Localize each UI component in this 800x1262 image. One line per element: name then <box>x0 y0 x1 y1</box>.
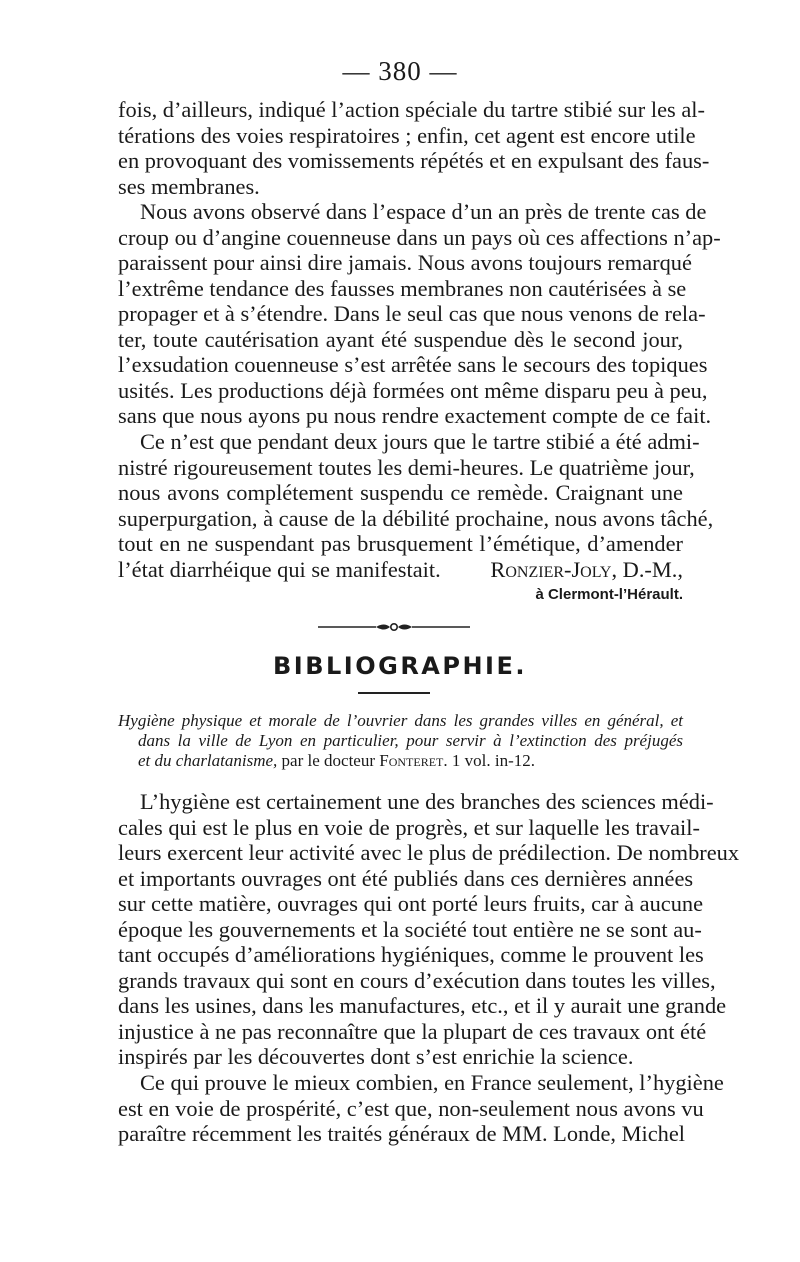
text-line: grands travaux qui sont en cours d’exécution dans toutes les villes, <box>118 967 716 993</box>
paragraph-4 <box>118 789 740 1070</box>
bibliography-by: par le docteur <box>277 751 380 770</box>
text-line: superpurgation, à cause de la débilité prochaine, nous avons tâché, <box>118 505 714 531</box>
paragraph-text <box>118 97 710 199</box>
text-line: paraître récemment les traités généraux de MM. Londe, Michel <box>118 1121 686 1146</box>
paragraph-text <box>118 789 740 1070</box>
text-line: usités. Les productions déjà formées ont même disparu peu à peu, <box>118 377 708 403</box>
text-line: dans les usines, dans les manufactures, etc., et il y aurait une grande <box>118 993 727 1018</box>
text-line: en provoquant des vomissements répétés et en expulsant des faus- <box>118 148 710 173</box>
text-line: nistré rigoureusement toutes les demi-heures. Le quatrième jour, <box>118 454 695 480</box>
text-line: l’état diarrhéique qui se manifestait. <box>118 556 441 582</box>
text-line: l’extrême tendance des fausses membranes non cautérisées à se <box>118 275 687 301</box>
text-line: et importants ouvrages ont été publiés dans ces dernières années <box>118 865 694 891</box>
text-line: fois, d’ailleurs, indiqué l’action spéciale du tartre stibié sur les al- <box>118 97 705 122</box>
signature-name: Ronzier-Joly, D.-M., <box>490 556 683 582</box>
signature-line <box>118 557 683 583</box>
text-line: leurs exercent leur activité avec le plus de prédilection. De nombreux <box>118 840 740 865</box>
text-line: sans que nous ayons pu nous rendre exactement compte de ce fait. <box>118 403 712 428</box>
text-line: paraissent pour ainsi dire jamais. Nous avons toujours remarqué <box>118 250 692 275</box>
text-line: inspirés par les découvertes dont s’est enrichie la science. <box>118 1044 634 1069</box>
text-line: ses membranes. <box>118 173 260 199</box>
signature-place: à Clermont-l’Hérault. <box>535 586 683 603</box>
text-line: ter, toute cautérisation ayant été suspendue dès le second jour, <box>118 326 683 352</box>
bibliography-entry <box>118 711 683 771</box>
paragraph-text <box>118 429 714 582</box>
page-number: — 380 — <box>342 56 458 86</box>
ornament-divider <box>318 621 470 633</box>
text-line: tout en ne suspendant pas brusquement l’émétique, d’amender <box>118 531 683 556</box>
text-line: nous avons complétement suspendu ce remède. Craignant une <box>118 480 683 505</box>
bibliography-format: . 1 vol. in-12. <box>443 751 535 770</box>
text-line: époque les gouvernements et la société tout entière ne se sont au- <box>118 916 702 942</box>
text-line: l’exsudation couenneuse s’est arrêtée sans le secours des topiques <box>118 352 708 377</box>
text-line: tant occupés d’améliorations hygiéniques, comme le prouvent les <box>118 942 704 967</box>
section-title: BIBLIOGRAPHIE. <box>272 652 527 680</box>
paragraph-1 <box>118 97 710 199</box>
text-line: croup ou d’angine couenneuse dans un pays où ces affections n’ap- <box>118 224 721 250</box>
bibliography-line: dans la ville de Lyon en particulier, pour servir à l’extinction des préjugés <box>138 731 683 750</box>
text-line: térations des voies respiratoires ; enfin, cet agent est encore utile <box>118 122 696 148</box>
bibliography-line <box>118 751 683 771</box>
text-line: est en voie de prospérité, c’est que, non-seulement nous avons vu <box>118 1095 704 1121</box>
bibliography-line: Hygiène physique et morale de l’ouvrier dans les grandes villes en général, et <box>118 711 683 730</box>
bibliography-title-end: et du charlatanisme, <box>138 751 278 770</box>
text-line: injustice à ne pas reconnaître que la plupart de ces travaux ont été <box>118 1018 707 1044</box>
title-rule <box>358 692 430 694</box>
paragraph-2 <box>118 199 721 429</box>
paragraph-text <box>118 1070 724 1147</box>
text-line: Ce qui prouve le mieux combien, en France seulement, l’hygiène <box>140 1070 724 1095</box>
text-line: sur cette matière, ouvrages qui ont porté leurs fruits, car à aucune <box>118 891 704 916</box>
text-line: Nous avons observé dans l’espace d’un an près de trente cas de <box>140 199 707 224</box>
text-line: Ce n’est que pendant deux jours que le tartre stibié a été admi- <box>140 429 700 454</box>
paragraph-5 <box>118 1070 724 1147</box>
text-line: propager et à s’étendre. Dans le seul cas que nous venons de rela- <box>118 301 706 326</box>
paragraph-3 <box>118 429 714 582</box>
text-line: cales qui est le plus en voie de progrès, et sur laquelle les travail- <box>118 814 700 840</box>
text-line: L’hygiène est certainement une des branches des sciences médi- <box>140 789 714 814</box>
bibliography-author: Fonteret <box>379 751 444 770</box>
paragraph-text <box>118 199 721 429</box>
